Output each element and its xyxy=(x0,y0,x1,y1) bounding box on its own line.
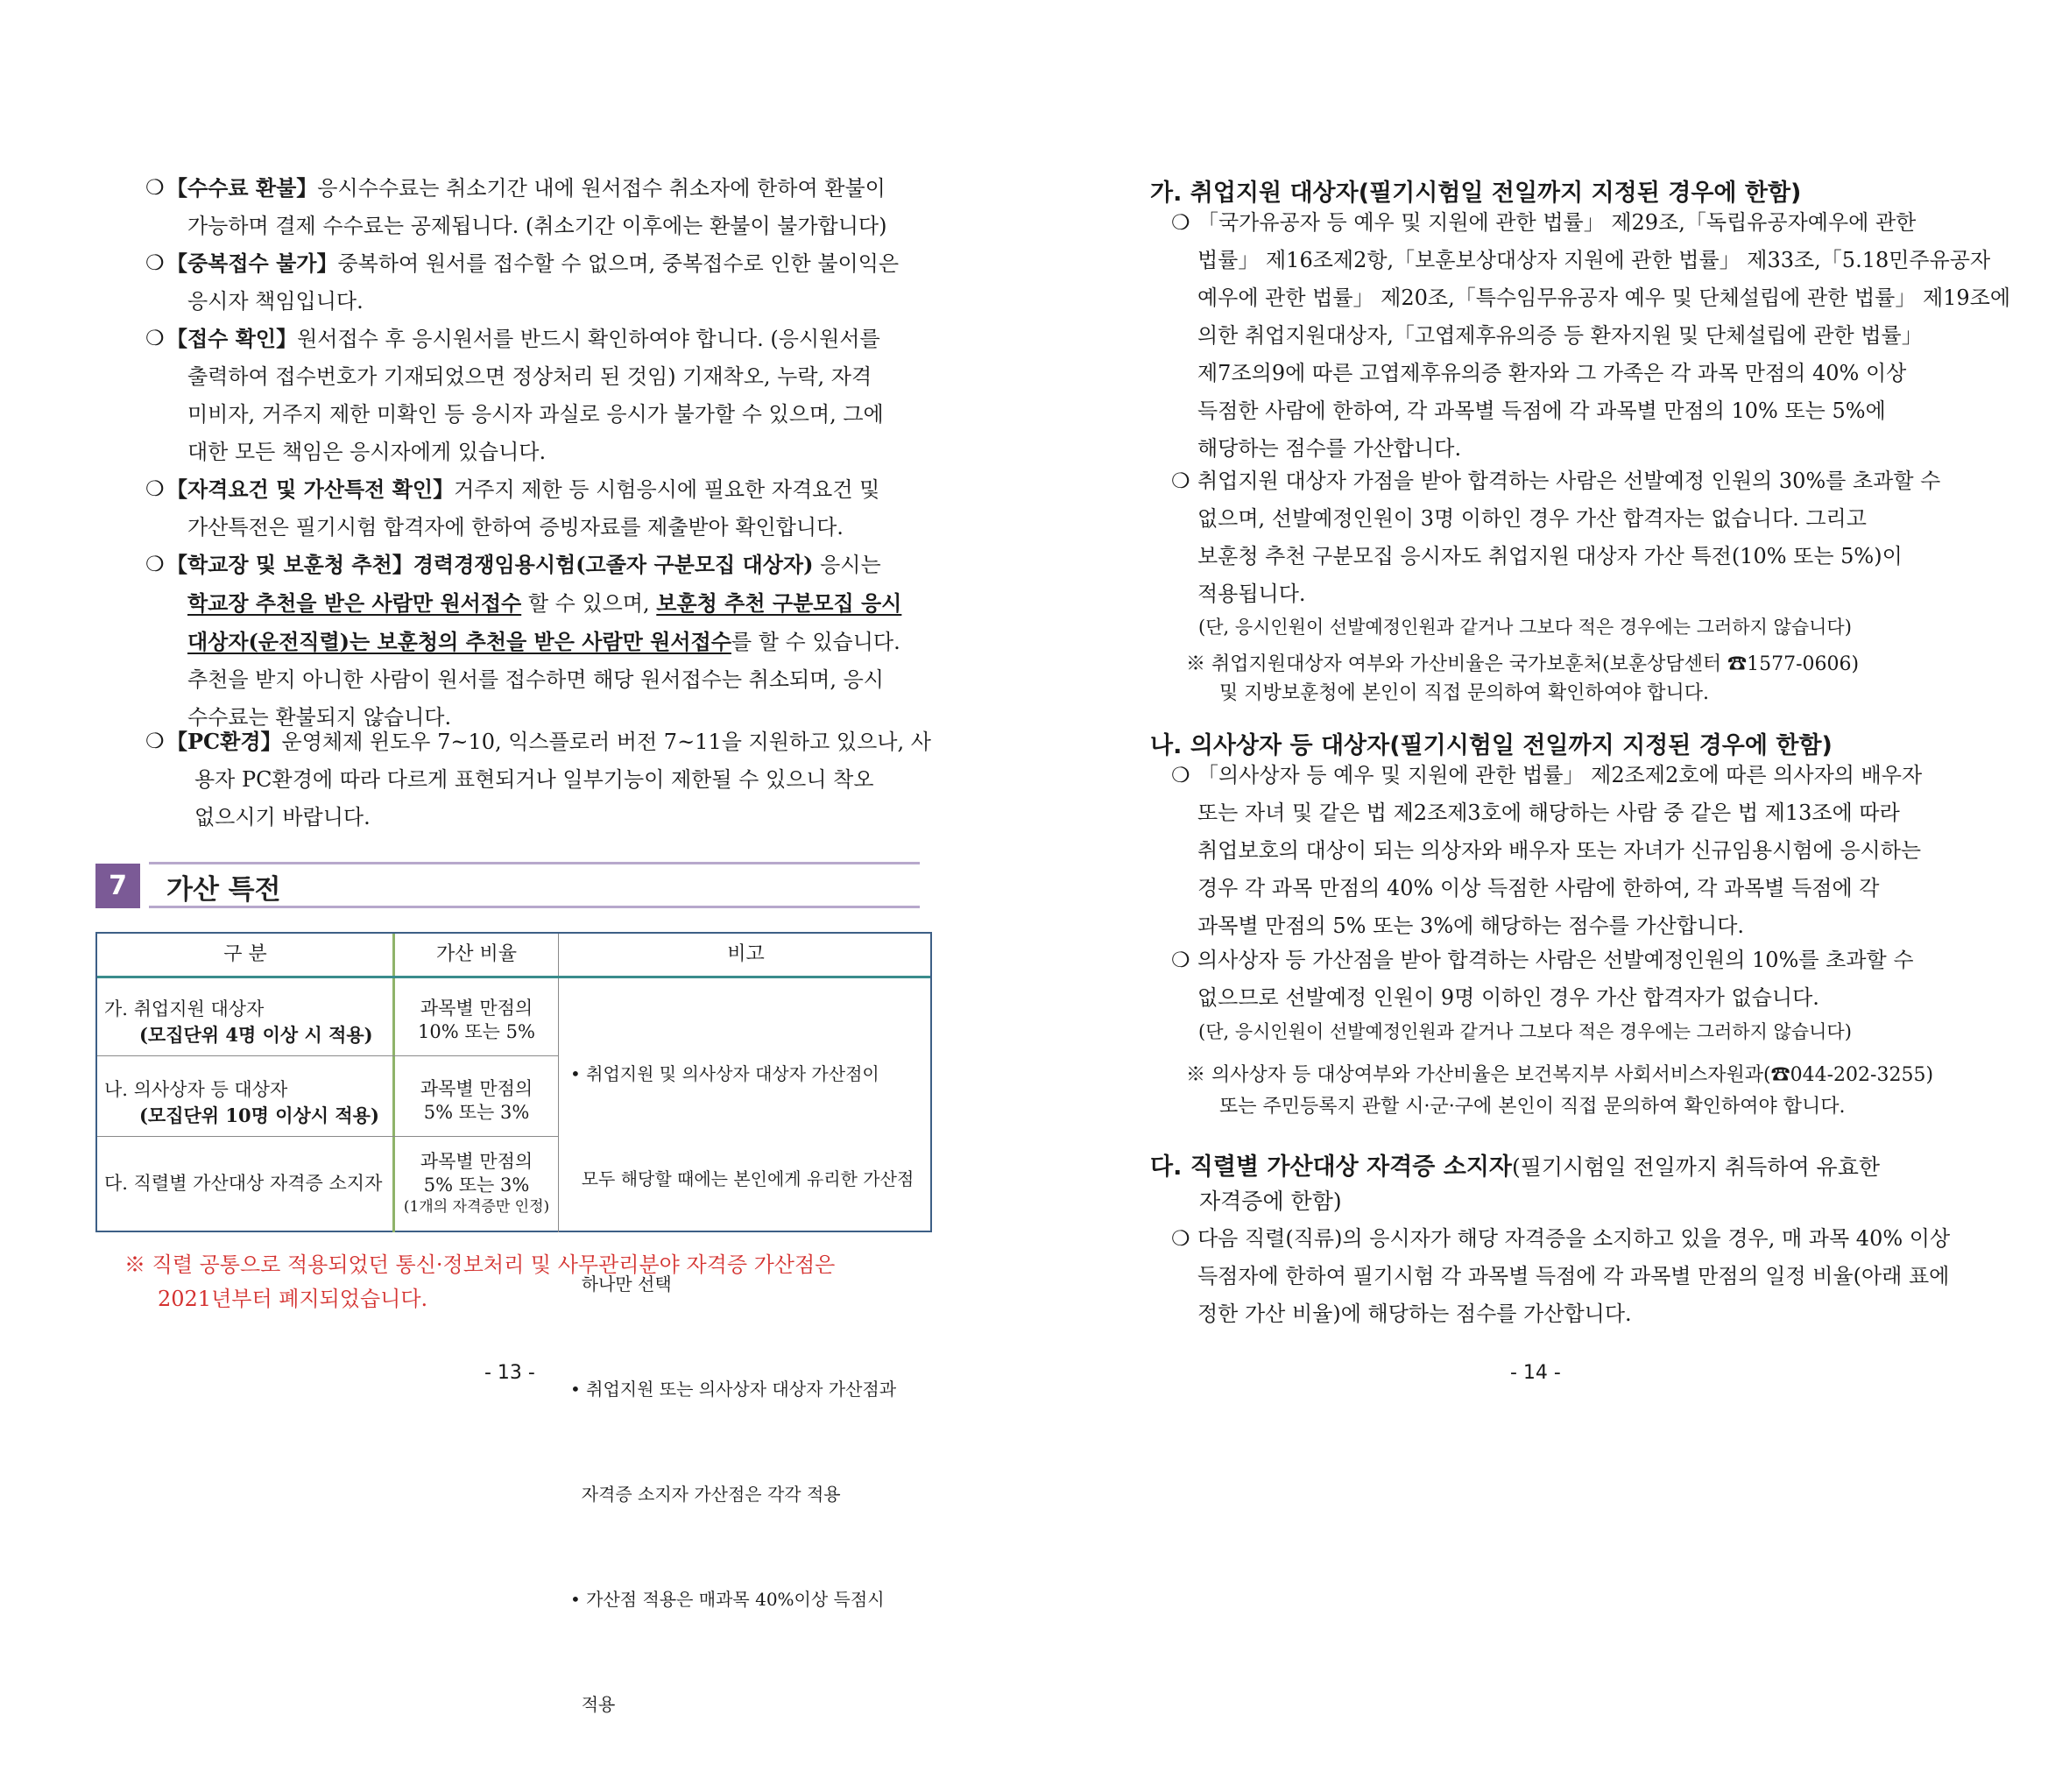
remark-line: 모두 해당할 때에는 본인에게 유리한 가산점 xyxy=(570,1168,915,1189)
table-row xyxy=(104,996,393,1048)
section-divider xyxy=(149,862,920,864)
bullet-marker: ❍ xyxy=(1171,210,1190,235)
bullet-text: 의사상자 등 가산점을 받아 합격하는 사람은 선발예정인원의 10%를 초과할 수 xyxy=(1197,948,1914,972)
page-14 xyxy=(1024,0,2048,1448)
remark-line: 적용 xyxy=(570,1694,616,1715)
bullet-marker: ❍ xyxy=(1171,1226,1190,1251)
bullet-text: 해당하는 점수를 가산합니다. xyxy=(1197,436,1462,461)
table-remarks xyxy=(570,986,929,1792)
section-divider xyxy=(149,906,920,908)
bullet-text: 없으므로 선발예정 인원이 9명 이하인 경우 가산 합격자가 없습니다. xyxy=(1197,985,1819,1010)
note-line: 2021년부터 폐지되었습니다. xyxy=(158,1287,428,1311)
exception-note: (단, 응시인원이 선발예정인원과 같거나 그보다 적은 경우에는 그러하지 않습니다) xyxy=(1198,1021,1852,1042)
rate-line: 과목별 만점의 xyxy=(420,1151,533,1172)
table-header: 구 분 xyxy=(223,943,267,965)
heading-na: 나. 의사상자 등 대상자(필기시험일 전일까지 지정된 경우에 한함) xyxy=(1150,732,1833,759)
bullet-marker: ❍ xyxy=(145,476,165,501)
bullet-text: 없으며, 선발예정인원이 3명 이하인 경우 가산 합격자는 없습니다. 그리고 xyxy=(1197,506,1867,531)
bullet-text: 「국가유공자 등 예우 및 지원에 관한 법률」 제29조,「독립유공자예우에 관한 xyxy=(1197,210,1917,235)
bullet-text: 응시는 xyxy=(813,553,881,577)
bullet-text: 법률」 제16조제2항,「보훈보상대상자 지원에 관한 법률」 제33조,「5.18민주유공자 xyxy=(1197,248,1991,272)
bullet-marker: ❍ xyxy=(1171,469,1190,493)
bullet-text: 운영체제 윈도우 7~10, 익스플로러 버전 7~11을 지원하고 있으나, 사 xyxy=(281,730,931,754)
table-header: 비고 xyxy=(727,943,765,965)
row-condition: (모집단위 10명 이상시 적용) xyxy=(139,1104,379,1126)
bullet-text: 대한 모든 책임은 응시자에게 있습니다. xyxy=(187,440,547,464)
page-number: - 14 - xyxy=(1510,1362,1561,1384)
row-divider xyxy=(97,1055,558,1056)
bullet-receipt-check xyxy=(145,320,884,471)
bullet-duplicate xyxy=(145,244,899,321)
abolition-note xyxy=(124,1248,835,1316)
bullet-text: 를 할 수 있습니다. xyxy=(731,630,900,654)
header-divider xyxy=(97,976,930,978)
exception-note: (단, 응시인원이 선발예정인원과 같거나 그보다 적은 경우에는 그러하지 않습니다) xyxy=(1198,617,1852,638)
bullet-da-1 xyxy=(1171,1220,1950,1333)
heading-ga: 가. 취업지원 대상자(필기시험일 전일까지 지정된 경우에 한함) xyxy=(1150,180,1802,207)
bullet-title: 【수수료 환불】 xyxy=(166,175,318,201)
remark-line: • 취업지원 또는 의사상자 대상자 가산점과 xyxy=(570,1379,897,1400)
bullet-na-2 xyxy=(1171,942,1914,1017)
rate-line: 5% 또는 3% xyxy=(423,1102,530,1123)
bullet-text: 또는 자녀 및 같은 법 제2조제3호에 해당하는 사람 중 같은 법 제13조에 따라 xyxy=(1197,801,1900,825)
bullet-text: 다음 직렬(직류)의 응시자가 해당 자격증을 소지하고 있을 경우, 매 과목 40% 이상 xyxy=(1197,1226,1951,1251)
inquiry-note xyxy=(1186,650,1859,708)
bullet-text: 수수료는 환불되지 않습니다. xyxy=(187,705,452,730)
rate-line: 10% 또는 5% xyxy=(418,1021,535,1042)
bullet-bold-text: 보훈청 추천 구분모집 응시 xyxy=(656,590,902,616)
row-rate xyxy=(395,997,558,1044)
heading-subtext: (필기시험일 전일까지 취득하여 유효한 xyxy=(1512,1154,1881,1180)
row-category: 다. 직렬별 가산대상 자격증 소지자 xyxy=(104,1173,383,1194)
bullet-title: 【중복접수 불가】 xyxy=(166,250,338,276)
heading-subtext: 자격증에 한함) xyxy=(1199,1189,1342,1214)
bullet-text: 가산특전은 필기시험 합격자에 한하여 증빙자료를 제출받아 확인합니다. xyxy=(187,515,844,540)
note-line: ※ 의사상자 등 대상여부와 가산비율은 보건복지부 사회서비스자원과(☎044-202-3255) xyxy=(1186,1064,1934,1086)
bullet-text: 「의사상자 등 예우 및 지원에 관한 법률」 제2조제2호에 따른 의사자의 배우자 xyxy=(1197,763,1923,787)
bullet-text: 할 수 있으며, xyxy=(521,591,657,616)
bullet-bold-text: 대상자(운전직렬)는 보훈청의 추천을 받은 사람만 원서접수 xyxy=(187,629,731,654)
bullet-text: 예우에 관한 법률」 제20조,「특수임무유공자 예우 및 단체설립에 관한 법률」 제19조에 xyxy=(1197,286,2011,310)
row-rate xyxy=(395,1150,558,1217)
bullet-marker: ❍ xyxy=(145,729,165,753)
row-rate xyxy=(395,1077,558,1125)
bullet-na-1 xyxy=(1171,757,1922,945)
bullet-title: 【자격요건 및 가산특전 확인】 xyxy=(166,476,455,502)
bullet-bold-text: 학교장 추천을 받은 사람만 원서접수 xyxy=(187,590,522,616)
bullet-text: 출력하여 접수번호가 기재되었으면 정상처리 된 것임) 기재착오, 누락, 자격 xyxy=(187,364,872,389)
bullet-text: 응시자 책임입니다. xyxy=(187,289,364,314)
bullet-fee-refund xyxy=(145,169,886,245)
bullet-text: 취업지원 대상자 가점을 받아 합격하는 사람은 선발예정 인원의 30%를 초과할 수 xyxy=(1197,469,1941,493)
note-line: 및 지방보훈청에 본인이 직접 문의하여 확인하여야 합니다. xyxy=(1219,682,1710,704)
heading-da-cont xyxy=(1199,1184,1342,1216)
bullet-pc-env xyxy=(145,723,931,836)
bullet-marker: ❍ xyxy=(145,250,165,275)
bullet-text: 득점자에 한하여 필기시험 각 과목별 득점에 각 과목별 만점의 일정 비율(아래 표에 xyxy=(1197,1264,1950,1288)
heading-text: 다. 직렬별 가산대상 자격증 소지자 xyxy=(1150,1154,1513,1181)
section-title: 가산 특전 xyxy=(166,874,281,906)
table-row xyxy=(104,1170,393,1196)
row-divider xyxy=(97,1136,558,1137)
heading-da xyxy=(1150,1147,1880,1182)
row-category: 가. 취업지원 대상자 xyxy=(104,998,265,1019)
row-condition: (모집단위 4명 이상 시 적용) xyxy=(139,1024,373,1046)
row-category: 나. 의사상자 등 대상자 xyxy=(104,1079,288,1100)
page-13 xyxy=(0,0,1024,1715)
rate-note: (1개의 자격증만 인정) xyxy=(403,1198,550,1216)
bullet-title: 【학교장 및 보훈청 추천】 xyxy=(166,552,413,577)
bullet-text: 의한 취업지원대상자,「고엽제후유의증 등 환자지원 및 단체설립에 관한 법률」 xyxy=(1197,323,1923,348)
bullet-text: 없으시기 바랍니다. xyxy=(194,805,371,829)
remark-line: 자격증 소지자 가산점은 각각 적용 xyxy=(570,1484,841,1505)
bullet-marker: ❍ xyxy=(145,326,165,350)
bullet-text: 경우 각 과목 만점의 40% 이상 득점한 사람에 한하여, 각 과목별 득점에 각 xyxy=(1197,876,1880,900)
bullet-text: 적용됩니다. xyxy=(1197,582,1306,606)
bullet-text: 용자 PC환경에 따라 다르게 표현되거나 일부기능이 제한될 수 있으니 착오 xyxy=(194,767,874,792)
table-header: 가산 비율 xyxy=(435,943,517,965)
column-divider xyxy=(558,934,559,1232)
bullet-text: 중복하여 원서를 접수할 수 없으며, 중복접수로 인한 불이익은 xyxy=(337,251,900,276)
bullet-qualification xyxy=(145,470,879,547)
bullet-text: 취업보호의 대상이 되는 의상자와 배우자 또는 자녀가 신규임용시험에 응시하는 xyxy=(1197,838,1922,863)
bullet-text: 추천을 받지 아니한 사람이 원서를 접수하면 해당 원서접수는 취소되며, 응시 xyxy=(187,667,884,692)
bullet-recommendation xyxy=(145,546,901,737)
remark-line: • 취업지원 및 의사상자 대상자 가산점이 xyxy=(570,1063,879,1084)
inquiry-note xyxy=(1186,1060,1933,1123)
rate-line: 과목별 만점의 xyxy=(420,1078,533,1099)
table-row xyxy=(104,1076,393,1129)
note-line: 또는 주민등록지 관할 시·군·구에 본인이 직접 문의하여 확인하여야 합니다. xyxy=(1219,1096,1846,1118)
bullet-title: 【접수 확인】 xyxy=(166,326,298,351)
bullet-marker: ❍ xyxy=(145,552,165,576)
bullet-text: 과목별 만점의 5% 또는 3%에 해당하는 점수를 가산합니다. xyxy=(1197,914,1745,938)
page-number: - 13 - xyxy=(484,1362,535,1384)
bullet-text: 원서접수 후 응시원서를 반드시 확인하여야 합니다. (응시원서를 xyxy=(297,327,880,351)
bullet-text: 보훈청 추천 구분모집 응시자도 취업지원 대상자 가산 특전(10% 또는 5%)이 xyxy=(1197,544,1903,568)
bullet-title: 【PC환경】 xyxy=(166,729,282,754)
bullet-text: 제7조의9에 따른 고엽제후유의증 환자와 그 가족은 각 과목 만점의 40% 이상 xyxy=(1197,361,1907,385)
bullet-text: 응시수수료는 취소기간 내에 원서접수 취소자에 한하여 환불이 xyxy=(317,176,886,201)
bullet-ga-2 xyxy=(1171,462,1940,613)
note-line: ※ 취업지원대상자 여부와 가산비율은 국가보훈처(보훈상담센터 ☎1577-0606) xyxy=(1186,653,1860,675)
rate-line: 5% 또는 3% xyxy=(423,1175,530,1196)
bullet-bold-text: 경력경쟁임용시험(고졸자 구분모집 대상자) xyxy=(413,552,814,577)
bullet-marker: ❍ xyxy=(1171,763,1190,787)
note-line: ※ 직렬 공통으로 적용되었던 통신·정보처리 및 사무관리분야 자격증 가산점은 xyxy=(124,1252,836,1277)
bullet-text: 미비자, 거주지 제한 미확인 등 응시자 과실로 응시가 불가할 수 있으며, 그에 xyxy=(187,402,884,427)
bullet-text: 가능하며 결제 수수료는 공제됩니다. (취소기간 이후에는 환불이 불가합니다) xyxy=(187,214,887,238)
bullet-ga-1 xyxy=(1171,204,2010,468)
bullet-text: 득점한 사람에 한하여, 각 과목별 득점에 각 과목별 만점의 10% 또는 5%에 xyxy=(1197,399,1886,423)
bullet-text: 거주지 제한 등 시험응시에 필요한 자격요건 및 xyxy=(454,477,880,502)
rate-line: 과목별 만점의 xyxy=(420,998,533,1019)
bullet-marker: ❍ xyxy=(145,175,165,200)
section-number: 7 xyxy=(95,864,140,908)
remark-line: • 가산점 적용은 매과목 40%이상 득점시 xyxy=(570,1589,885,1610)
remark-line: 하나만 선택 xyxy=(570,1273,672,1295)
bullet-text: 정한 가산 비율)에 해당하는 점수를 가산합니다. xyxy=(1197,1302,1632,1326)
bullet-marker: ❍ xyxy=(1171,948,1190,972)
